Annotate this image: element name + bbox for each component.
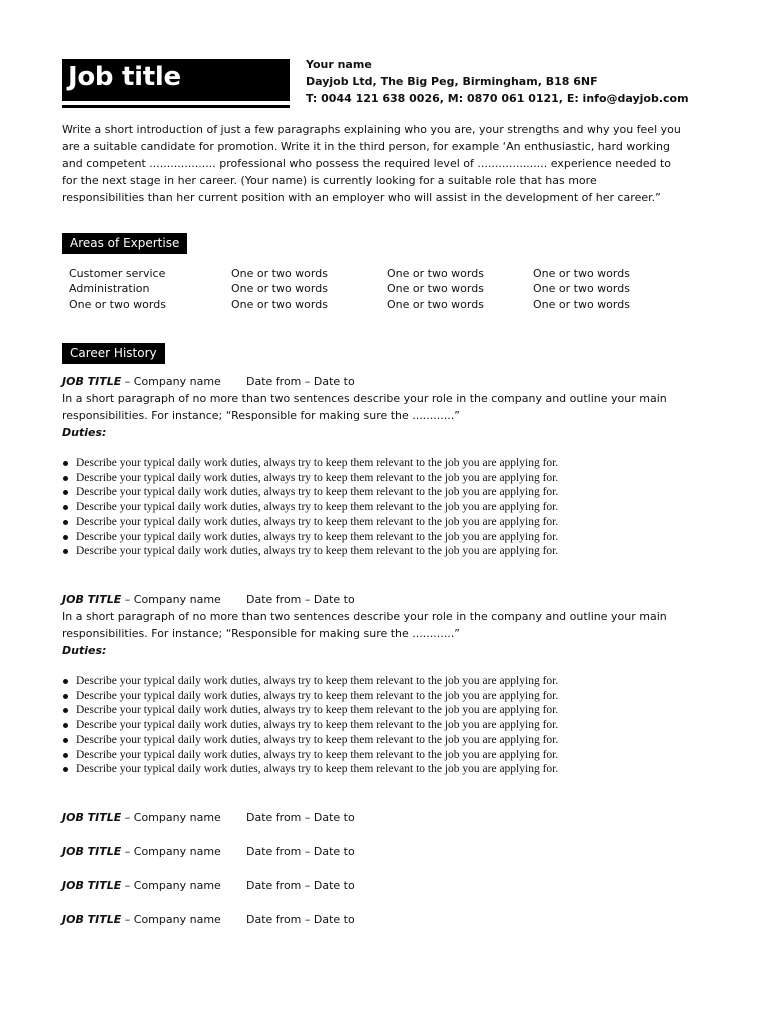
duty-item: Describe your typical daily work duties, always try to keep them relevant to the job you are applying for. bbox=[62, 515, 702, 530]
duty-item: Describe your typical daily work duties, always try to keep them relevant to the job you are applying for. bbox=[62, 762, 702, 777]
contact-details: T: 0044 121 638 0026, M: 0870 061 0121, E: info@dayjob.com bbox=[306, 92, 689, 105]
job-header bbox=[62, 591, 702, 608]
expertise-item: One or two words bbox=[231, 267, 328, 280]
expertise-item: Customer service bbox=[69, 267, 166, 280]
job-title: JOB TITLE bbox=[62, 913, 122, 926]
job-dates: Date from – Date to bbox=[246, 593, 355, 606]
company-name: – Company name bbox=[121, 593, 221, 606]
expertise-item: Administration bbox=[69, 282, 150, 296]
expertise-column-1 bbox=[69, 266, 166, 312]
duty-item: Describe your typical daily work duties, always try to keep them relevant to the job you are applying for. bbox=[62, 530, 702, 545]
job-description: In a short paragraph of no more than two sentences describe your role in the company and outline your main responsibilities. For instance; “Responsible for making sure the ............” bbox=[62, 610, 667, 640]
duty-item: Describe your typical daily work duties, always try to keep them relevant to the job you are applying for. bbox=[62, 689, 702, 704]
duty-item: Describe your typical daily work duties, always try to keep them relevant to the job you are applying for. bbox=[62, 748, 702, 763]
job-title: JOB TITLE bbox=[62, 879, 122, 892]
expertise-item: One or two words bbox=[69, 297, 166, 311]
job-title-heading: Job title bbox=[68, 62, 181, 92]
duty-item: Describe your typical daily work duties, always try to keep them relevant to the job you are applying for. bbox=[62, 456, 702, 471]
job-entry-short-3 bbox=[62, 879, 355, 892]
job-header bbox=[62, 373, 702, 390]
company-name: – Company name bbox=[121, 913, 221, 926]
job-title: JOB TITLE bbox=[62, 375, 122, 388]
expertise-item: One or two words bbox=[231, 282, 328, 296]
job-dates: Date from – Date to bbox=[246, 811, 355, 824]
job-entry-short-2 bbox=[62, 845, 355, 858]
expertise-column-3 bbox=[387, 266, 484, 312]
expertise-column-2 bbox=[231, 266, 328, 312]
duties-list-1 bbox=[62, 456, 702, 559]
duties-label: Duties: bbox=[62, 644, 107, 657]
expertise-item: One or two words bbox=[533, 267, 630, 280]
job-title: JOB TITLE bbox=[62, 811, 122, 824]
contact-block bbox=[306, 56, 689, 107]
contact-name: Your name bbox=[306, 58, 372, 71]
duties-list-2 bbox=[62, 674, 702, 777]
job-title: JOB TITLE bbox=[62, 845, 122, 858]
expertise-heading: Areas of Expertise bbox=[62, 233, 187, 254]
company-name: – Company name bbox=[121, 879, 221, 892]
expertise-column-4 bbox=[533, 266, 630, 312]
duty-item: Describe your typical daily work duties, always try to keep them relevant to the job you are applying for. bbox=[62, 544, 702, 559]
job-dates: Date from – Date to bbox=[246, 375, 355, 388]
company-name: – Company name bbox=[121, 811, 221, 824]
duty-item: Describe your typical daily work duties, always try to keep them relevant to the job you are applying for. bbox=[62, 703, 702, 718]
expertise-item: One or two words bbox=[533, 297, 630, 311]
duty-item: Describe your typical daily work duties, always try to keep them relevant to the job you are applying for. bbox=[62, 718, 702, 733]
career-heading: Career History bbox=[62, 343, 165, 364]
company-name: – Company name bbox=[121, 845, 221, 858]
title-underline bbox=[62, 105, 290, 108]
expertise-item: One or two words bbox=[387, 297, 484, 311]
expertise-item: One or two words bbox=[231, 297, 328, 311]
expertise-item: One or two words bbox=[387, 282, 484, 296]
intro-paragraph: Write a short introduction of just a few paragraphs explaining who you are, your strengths and why you feel you are a suitable candidate for promotion. Write it in the third person, for example ‘An enthusiastic, hard working and competent ................... professional who possess the required level of .................... experience needed to for the next stage in her career. (Your name) is currently looking for a suitable role that has more responsibilities than her current position with an employer who will assist in the development of her career.” bbox=[62, 123, 681, 204]
duty-item: Describe your typical daily work duties, always try to keep them relevant to the job you are applying for. bbox=[62, 674, 702, 689]
expertise-item: One or two words bbox=[533, 282, 630, 296]
duty-item: Describe your typical daily work duties, always try to keep them relevant to the job you are applying for. bbox=[62, 485, 702, 500]
duties-label: Duties: bbox=[62, 426, 107, 439]
job-entry-short-4 bbox=[62, 913, 355, 926]
duty-item: Describe your typical daily work duties, always try to keep them relevant to the job you are applying for. bbox=[62, 733, 702, 748]
duty-item: Describe your typical daily work duties, always try to keep them relevant to the job you are applying for. bbox=[62, 500, 702, 515]
job-entry-1 bbox=[62, 373, 702, 441]
job-dates: Date from – Date to bbox=[246, 879, 355, 892]
duty-item: Describe your typical daily work duties, always try to keep them relevant to the job you are applying for. bbox=[62, 471, 702, 486]
job-dates: Date from – Date to bbox=[246, 913, 355, 926]
job-title: JOB TITLE bbox=[62, 593, 122, 606]
expertise-item: One or two words bbox=[387, 267, 484, 280]
job-entry-short-1 bbox=[62, 811, 355, 824]
job-description: In a short paragraph of no more than two sentences describe your role in the company and outline your main responsibilities. For instance; “Responsible for making sure the ............” bbox=[62, 392, 667, 422]
company-name: – Company name bbox=[121, 375, 221, 388]
job-title-banner bbox=[62, 59, 290, 101]
job-entry-2 bbox=[62, 591, 702, 659]
job-dates: Date from – Date to bbox=[246, 845, 355, 858]
contact-address: Dayjob Ltd, The Big Peg, Birmingham, B18 6NF bbox=[306, 75, 598, 88]
